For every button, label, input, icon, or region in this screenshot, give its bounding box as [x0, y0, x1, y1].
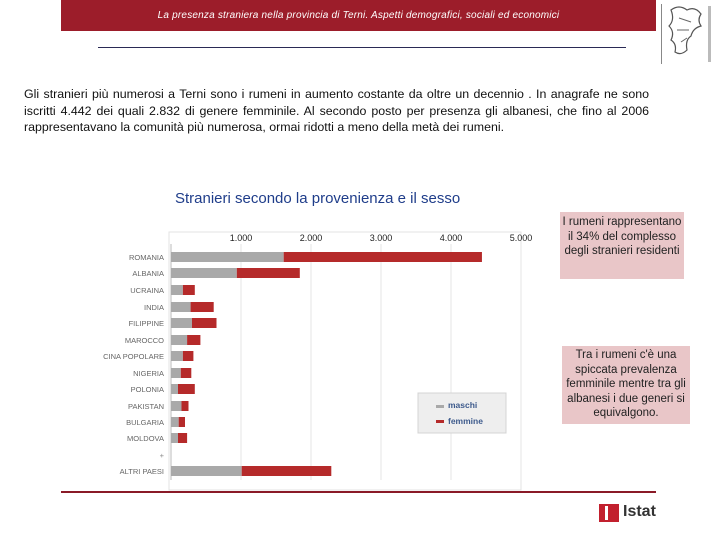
x-tick-label: 4.000 — [439, 233, 463, 243]
bar-maschi — [171, 368, 181, 378]
bar-maschi — [171, 384, 178, 394]
emblem-logo-icon — [661, 0, 713, 66]
bar-femmine — [183, 351, 194, 361]
bar-maschi — [171, 433, 178, 443]
intro-paragraph: Gli stranieri più numerosi a Terni sono i rumeni in aumento costante da oltre un decennio . In anagrafe ne sono iscritti 4.442 dei quali 2.832 di genere femminile. Al secondo posto per presenza gli albanesi, che fino al 2006 rappresentavano la comunità più numerosa, ormai ridotti a meno della metà dei rumeni. — [24, 87, 649, 134]
header-title: La presenza straniera nella provincia di Terni. Aspetti demografici, sociali ed economici — [157, 10, 560, 21]
chart-legend — [418, 393, 506, 433]
x-tick-label: 2.000 — [299, 233, 323, 243]
bar-chart — [61, 212, 561, 492]
x-tick-label: 3.000 — [369, 233, 393, 243]
x-tick-label: 1.000 — [229, 233, 253, 243]
callout-rumeni-share: I rumeni rappresentano il 34% del complesso degli stranieri residenti — [560, 212, 684, 279]
istat-brand-text: Istat — [623, 503, 656, 520]
bar-maschi — [171, 335, 187, 345]
category-label: POLONIA — [130, 385, 164, 394]
legend-swatch-femmine — [436, 420, 444, 423]
istat-mark-icon — [599, 504, 619, 522]
header-band — [61, 0, 656, 31]
legend-label-maschi: maschi — [448, 400, 478, 410]
bar-femmine — [182, 401, 189, 411]
category-label: PAKISTAN — [128, 402, 164, 411]
category-label: NIGERIA — [133, 369, 164, 378]
bar-maschi — [171, 351, 183, 361]
bar-femmine — [284, 252, 482, 262]
bar-maschi — [171, 285, 183, 295]
category-label: FILIPPINE — [128, 319, 164, 328]
bar-maschi — [171, 268, 237, 278]
bar-maschi — [171, 252, 284, 262]
category-label: MAROCCO — [124, 336, 164, 345]
x-tick-label: 5.000 — [509, 233, 533, 243]
category-label: INDIA — [143, 303, 164, 312]
category-label: CINA POPOLARE — [103, 352, 164, 361]
bar-femmine — [191, 302, 214, 312]
bar-femmine — [178, 384, 195, 394]
chart-title: Stranieri secondo la provenienza e il sesso — [175, 190, 461, 207]
bar-maschi — [171, 417, 179, 427]
category-label: ALBANIA — [132, 269, 164, 278]
bar-femmine — [178, 433, 187, 443]
bar-femmine — [192, 318, 217, 328]
callout-gender-note: Tra i rumeni c'è una spiccata prevalenza femminile mentre tra gli albanesi i due generi si equivalgono. — [562, 346, 690, 424]
category-label: MOLDOVA — [127, 434, 164, 443]
category-label: UCRAINA — [130, 286, 164, 295]
istat-logo — [599, 502, 659, 524]
header-divider — [98, 47, 626, 48]
bar-femmine — [242, 466, 332, 476]
bar-femmine — [237, 268, 300, 278]
bar-femmine — [183, 285, 195, 295]
category-label: BULGARIA — [126, 418, 164, 427]
bar-femmine — [187, 335, 200, 345]
legend-swatch-maschi — [436, 405, 444, 408]
footer-divider — [61, 491, 656, 493]
bar-femmine — [179, 417, 185, 427]
category-label: ROMANIA — [128, 253, 164, 262]
axis-break-mark: + — [159, 451, 164, 460]
bar-maschi — [171, 318, 192, 328]
bar-maschi — [171, 401, 182, 411]
category-label: ALTRI PAESI — [119, 467, 164, 476]
bar-maschi — [171, 302, 191, 312]
legend-label-femmine: femmine — [448, 416, 483, 426]
bar-maschi — [171, 466, 242, 476]
bar-femmine — [181, 368, 192, 378]
